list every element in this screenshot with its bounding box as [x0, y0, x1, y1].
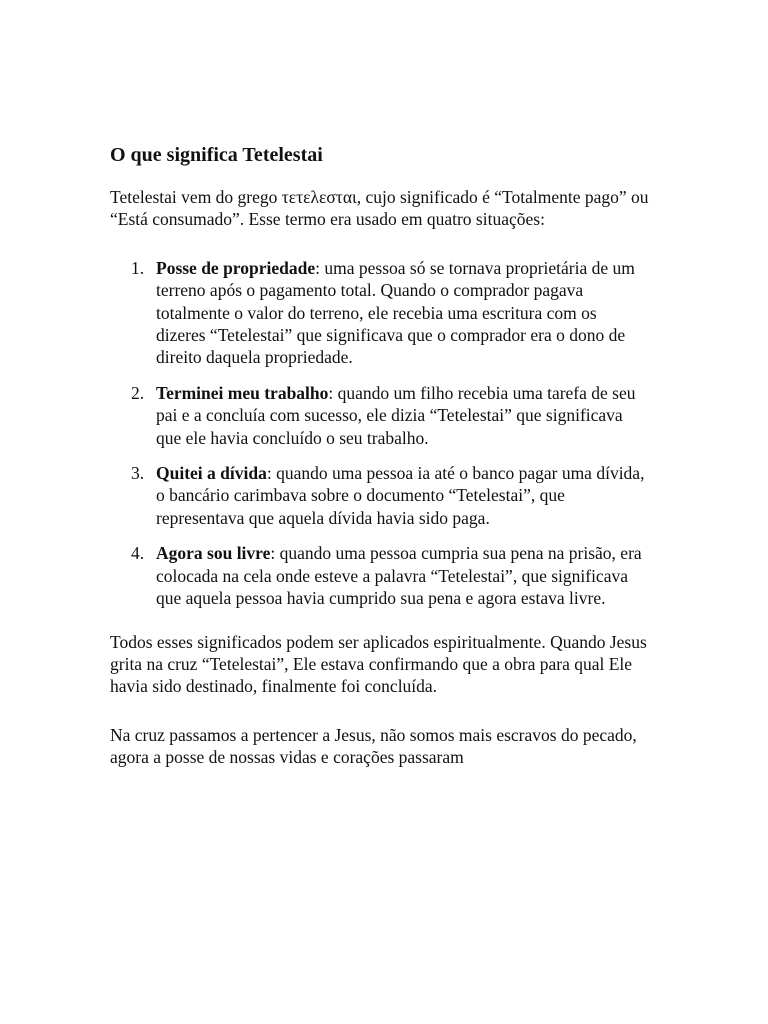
- body-paragraph-2: Todos esses significados podem ser aplicados espiritualmente. Quando Jesus grita na cruz “Tetelestai”, Ele estava confirmando que a obra para qual Ele havia sido destinado, finalmente foi concluída.: [110, 631, 647, 697]
- list-item: [110, 382, 650, 449]
- list-item-text: : quando um filho recebia uma tarefa de seu pai e a concluía com sucesso, ele dizia “Tetelestai” que significava que ele havia concluído o seu trabalho.: [156, 382, 636, 448]
- list-item-term: Posse de propriedade: [156, 257, 316, 278]
- list-item: [110, 542, 650, 609]
- list-item-number: 3.: [131, 463, 145, 484]
- list-item-number: 2.: [131, 382, 145, 403]
- body-paragraph-3: Na cruz passamos a pertencer a Jesus, não somos mais escravos do pecado, agora a posse de nossas vidas e corações passaram: [110, 724, 637, 768]
- list-item-text: : quando uma pessoa ia até o banco pagar uma dívida, o bancário carimbava sobre o documento “Tetelestai”, que representava que aquela dívida havia sido paga.: [156, 463, 645, 528]
- list-item-term: Quitei a dívida: [156, 463, 267, 484]
- list-item-text: : quando uma pessoa cumpria sua pena na prisão, era colocada na cela onde esteve a palavra “Tetelestai”, que significava que aquela pessoa havia cumprido sua pena e agora estava livre.: [156, 543, 642, 609]
- intro-paragraph: Tetelestai vem do grego τετελεσται, cujo significado é “Totalmente pago” ou “Está consumado”. Esse termo era usado em quatro situações:: [110, 187, 649, 230]
- list-item-text: : uma pessoa só se tornava proprietária de um terreno após o pagamento total. Quando o comprador pagava totalmente o valor do terreno, ele recebia uma escritura com os dizeres “Tetelestai” que significava que o comprador era o dono de direito daquela propriedade.: [156, 257, 635, 368]
- list-item: [110, 257, 650, 369]
- list-item-term: Terminei meu trabalho: [156, 382, 329, 403]
- document-page: [110, 142, 650, 795]
- list-item-number: 1.: [131, 257, 145, 278]
- list-item-number: 4.: [131, 543, 145, 564]
- situations-list: [110, 257, 650, 610]
- list-item-term: Agora sou livre: [156, 543, 271, 564]
- document-title: O que significa Tetelestai: [110, 144, 323, 166]
- list-item: [110, 462, 650, 529]
